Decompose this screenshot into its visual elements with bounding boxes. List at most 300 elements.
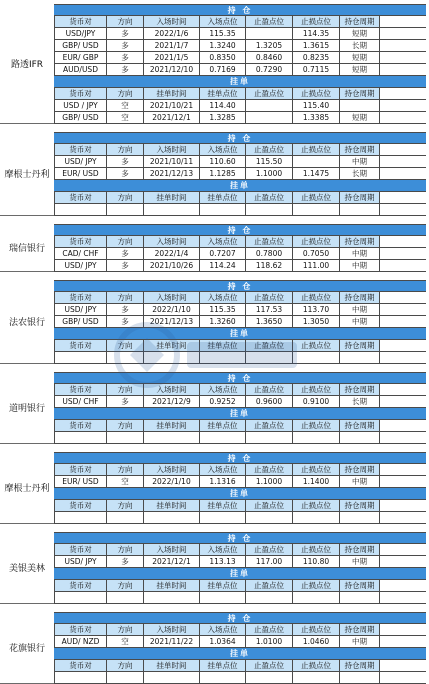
cell-currency-pair [54, 672, 106, 683]
header-entry-level: 入场点位 [199, 16, 245, 27]
cell-direction: 多 [106, 316, 143, 327]
header-direction: 方向 [106, 420, 143, 431]
cell-currency-pair: USD/ JPY [54, 156, 106, 167]
header-direction: 方向 [106, 580, 143, 591]
cell-direction [106, 204, 143, 215]
header-stop-loss: 止损点位 [292, 660, 339, 671]
header-direction: 方向 [106, 88, 143, 99]
cell-take-profit: 0.8460 [245, 52, 292, 63]
cell-entry-level: 1.3285 [199, 112, 245, 123]
cell-time [143, 352, 199, 363]
cell-holding-period: 短期 [339, 52, 380, 63]
institution-section [0, 532, 429, 604]
cell-direction: 多 [106, 396, 143, 407]
section-grid [54, 452, 426, 524]
cell-direction: 多 [106, 556, 143, 567]
cell-stop-loss: 1.0460 [292, 636, 339, 647]
header-take-profit: 止盈点位 [245, 192, 292, 203]
cell-stop-loss: 111.00 [292, 260, 339, 271]
open-position-row [54, 304, 426, 316]
header-take-profit: 止盈点位 [245, 292, 292, 303]
pending-orders-band [54, 568, 426, 580]
section-grid [54, 4, 426, 124]
cell-stop-loss [292, 352, 339, 363]
cell-holding-period [339, 592, 380, 603]
section-grid [54, 612, 426, 684]
header-time: 挂单时间 [143, 580, 199, 591]
cell-currency-pair [54, 432, 106, 443]
open-position-row [54, 636, 426, 648]
cell-time: 2021/10/26 [143, 260, 199, 271]
cell-entry-level [199, 352, 245, 363]
header-time: 入场时间 [143, 624, 199, 635]
cell-stop-loss: 0.7050 [292, 248, 339, 259]
cell-time: 2021/1/5 [143, 52, 199, 63]
cell-take-profit [245, 672, 292, 683]
header-currency-pair: 货币对 [54, 192, 106, 203]
cell-stop-loss [292, 156, 339, 167]
header-currency-pair: 货币对 [54, 292, 106, 303]
header-direction: 方向 [106, 624, 143, 635]
pending-orders-band-label: 挂单 [230, 329, 250, 338]
cell-currency-pair [54, 204, 106, 215]
institution-name: 摩根士丹利 [0, 452, 54, 524]
header-entry-level: 入场点位 [199, 624, 245, 635]
cell-holding-period [339, 352, 380, 363]
pending-header-row [54, 192, 426, 204]
cell-holding-period: 短期 [339, 112, 380, 123]
cell-time: 2021/12/9 [143, 396, 199, 407]
header-direction: 方向 [106, 384, 143, 395]
header-holding-period: 持仓周期 [339, 624, 380, 635]
cell-holding-period [339, 100, 380, 111]
header-holding-period: 持仓周期 [339, 420, 380, 431]
pending-header-row [54, 500, 426, 512]
pending-header-row [54, 580, 426, 592]
cell-take-profit: 117.53 [245, 304, 292, 315]
cell-direction: 空 [106, 476, 143, 487]
header-entry-level: 挂单点位 [199, 192, 245, 203]
cell-time [143, 432, 199, 443]
cell-holding-period: 短期 [339, 64, 380, 75]
open-position-row [54, 248, 426, 260]
cell-entry-level: 0.9252 [199, 396, 245, 407]
open-position-row [54, 52, 426, 64]
header-entry-level: 挂单点位 [199, 340, 245, 351]
institution-name: 路透IFR [0, 4, 54, 124]
open-positions-band [54, 280, 426, 292]
cell-holding-period: 中期 [339, 248, 380, 259]
header-currency-pair: 货币对 [54, 624, 106, 635]
cell-direction [106, 432, 143, 443]
cell-take-profit [245, 432, 292, 443]
header-time: 入场时间 [143, 544, 199, 555]
cell-stop-loss: 115.40 [292, 100, 339, 111]
cell-currency-pair: EUR/ USD [54, 168, 106, 179]
cell-currency-pair: EUR/ GBP [54, 52, 106, 63]
cell-stop-loss: 0.8235 [292, 52, 339, 63]
header-direction: 方向 [106, 236, 143, 247]
header-take-profit: 止盈点位 [245, 500, 292, 511]
header-entry-level: 挂单点位 [199, 580, 245, 591]
pending-orders-band [54, 488, 426, 500]
institution-section [0, 612, 429, 684]
open-positions-band-label: 持 仓 [227, 5, 253, 15]
cell-direction: 空 [106, 112, 143, 123]
cell-holding-period: 中期 [339, 636, 380, 647]
pending-order-row [54, 512, 426, 524]
cell-direction: 多 [106, 156, 143, 167]
cell-holding-period: 中期 [339, 556, 380, 567]
cell-take-profit [245, 352, 292, 363]
header-currency-pair: 货币对 [54, 340, 106, 351]
cell-currency-pair: GBP/ USD [54, 112, 106, 123]
cell-stop-loss [292, 592, 339, 603]
cell-stop-loss: 114.35 [292, 28, 339, 39]
institution-section [0, 452, 429, 524]
pending-orders-band [54, 76, 426, 88]
cell-entry-level: 1.1316 [199, 476, 245, 487]
open-position-row [54, 28, 426, 40]
header-entry-level: 挂单点位 [199, 500, 245, 511]
cell-direction: 多 [106, 248, 143, 259]
header-time: 入场时间 [143, 292, 199, 303]
cell-entry-level: 1.1285 [199, 168, 245, 179]
cell-stop-loss: 0.7115 [292, 64, 339, 75]
header-direction: 方向 [106, 292, 143, 303]
cell-time [143, 672, 199, 683]
open-position-row [54, 396, 426, 408]
header-entry-level: 挂单点位 [199, 660, 245, 671]
header-take-profit: 止盈点位 [245, 420, 292, 431]
cell-holding-period: 长期 [339, 168, 380, 179]
open-positions-band-label: 持 仓 [227, 373, 253, 383]
header-currency-pair: 货币对 [54, 500, 106, 511]
open-header-row [54, 464, 426, 476]
open-position-row [54, 316, 426, 328]
header-time: 入场时间 [143, 236, 199, 247]
cell-take-profit: 1.3650 [245, 316, 292, 327]
cell-currency-pair: AUD/ NZD [54, 636, 106, 647]
cell-currency-pair: GBP/ USD [54, 316, 106, 327]
pending-header-row [54, 88, 426, 100]
cell-entry-level: 114.24 [199, 260, 245, 271]
institution-name: 美银美林 [0, 532, 54, 604]
cell-time: 2021/1/7 [143, 40, 199, 51]
institution-name: 瑞信银行 [0, 224, 54, 272]
header-direction: 方向 [106, 660, 143, 671]
section-grid [54, 280, 426, 364]
header-holding-period: 持仓周期 [339, 544, 380, 555]
open-header-row [54, 384, 426, 396]
cell-stop-loss [292, 204, 339, 215]
cell-holding-period: 长期 [339, 396, 380, 407]
cell-take-profit [245, 512, 292, 523]
section-grid [54, 532, 426, 604]
header-currency-pair: 货币对 [54, 236, 106, 247]
header-take-profit: 止盈点位 [245, 580, 292, 591]
pending-orders-band [54, 408, 426, 420]
open-header-row [54, 236, 426, 248]
header-stop-loss: 止损点位 [292, 192, 339, 203]
header-entry-level: 入场点位 [199, 384, 245, 395]
cell-stop-loss: 0.9100 [292, 396, 339, 407]
header-take-profit: 止盈点位 [245, 624, 292, 635]
header-stop-loss: 止损点位 [292, 292, 339, 303]
cell-holding-period: 长期 [339, 40, 380, 51]
cell-take-profit: 1.1000 [245, 168, 292, 179]
cell-currency-pair: AUD/USD [54, 64, 106, 75]
cell-holding-period: 中期 [339, 476, 380, 487]
institution-name: 花旗银行 [0, 612, 54, 684]
open-positions-band [54, 4, 426, 16]
pending-order-row [54, 100, 426, 112]
open-positions-band-label: 持 仓 [227, 225, 253, 235]
cell-holding-period: 短期 [339, 28, 380, 39]
cell-direction: 空 [106, 100, 143, 111]
cell-holding-period: 中期 [339, 304, 380, 315]
cell-time: 2022/1/10 [143, 476, 199, 487]
cell-direction [106, 592, 143, 603]
pending-order-row [54, 352, 426, 364]
header-entry-level: 入场点位 [199, 236, 245, 247]
cell-take-profit [245, 204, 292, 215]
cell-currency-pair [54, 512, 106, 523]
cell-entry-level [199, 432, 245, 443]
header-stop-loss: 止损点位 [292, 16, 339, 27]
header-take-profit: 止盈点位 [245, 464, 292, 475]
open-position-row [54, 556, 426, 568]
cell-holding-period: 中期 [339, 260, 380, 271]
pending-order-row [54, 432, 426, 444]
header-take-profit: 止盈点位 [245, 88, 292, 99]
cell-take-profit [245, 112, 292, 123]
header-holding-period: 持仓周期 [339, 236, 380, 247]
header-stop-loss: 止损点位 [292, 500, 339, 511]
open-header-row [54, 16, 426, 28]
cell-time [143, 512, 199, 523]
cell-stop-loss: 113.70 [292, 304, 339, 315]
institution-name: 道明银行 [0, 372, 54, 444]
cell-time: 2022/1/10 [143, 304, 199, 315]
header-holding-period: 持仓周期 [339, 500, 380, 511]
header-time: 挂单时间 [143, 88, 199, 99]
open-positions-band-label: 持 仓 [227, 133, 253, 143]
cell-take-profit: 0.7800 [245, 248, 292, 259]
open-position-row [54, 64, 426, 76]
header-holding-period: 持仓周期 [339, 660, 380, 671]
pending-orders-band-label: 挂单 [230, 409, 250, 418]
header-direction: 方向 [106, 544, 143, 555]
open-positions-band-label: 持 仓 [227, 453, 253, 463]
cell-entry-level: 0.7169 [199, 64, 245, 75]
header-entry-level: 入场点位 [199, 464, 245, 475]
open-position-row [54, 40, 426, 52]
cell-entry-level: 113.13 [199, 556, 245, 567]
cell-currency-pair: USD/ JPY [54, 556, 106, 567]
pending-order-row [54, 204, 426, 216]
cell-time: 2021/11/22 [143, 636, 199, 647]
header-currency-pair: 货币对 [54, 580, 106, 591]
cell-direction [106, 352, 143, 363]
header-holding-period: 持仓周期 [339, 384, 380, 395]
cell-take-profit: 115.50 [245, 156, 292, 167]
header-entry-level: 挂单点位 [199, 420, 245, 431]
pending-header-row [54, 420, 426, 432]
header-time: 挂单时间 [143, 340, 199, 351]
institution-section [0, 224, 429, 272]
header-direction: 方向 [106, 500, 143, 511]
pending-order-row [54, 112, 426, 124]
header-currency-pair: 货币对 [54, 88, 106, 99]
header-take-profit: 止盈点位 [245, 340, 292, 351]
cell-time: 2021/12/10 [143, 64, 199, 75]
header-take-profit: 止盈点位 [245, 660, 292, 671]
open-positions-band [54, 132, 426, 144]
cell-entry-level [199, 592, 245, 603]
cell-holding-period [339, 512, 380, 523]
header-stop-loss: 止损点位 [292, 464, 339, 475]
header-entry-level: 入场点位 [199, 144, 245, 155]
cell-take-profit: 117.00 [245, 556, 292, 567]
cell-time: 2021/12/1 [143, 556, 199, 567]
header-direction: 方向 [106, 340, 143, 351]
institution-name: 摩根士丹利 [0, 132, 54, 216]
cell-stop-loss: 1.3385 [292, 112, 339, 123]
cell-currency-pair: USD/ CHF [54, 396, 106, 407]
pending-header-row [54, 340, 426, 352]
header-holding-period: 持仓周期 [339, 16, 380, 27]
open-positions-band [54, 224, 426, 236]
header-time: 入场时间 [143, 384, 199, 395]
header-direction: 方向 [106, 192, 143, 203]
cell-time: 2022/1/6 [143, 28, 199, 39]
cell-currency-pair: USD / JPY [54, 100, 106, 111]
cell-take-profit: 1.3205 [245, 40, 292, 51]
header-stop-loss: 止损点位 [292, 544, 339, 555]
cell-time: 2022/1/4 [143, 248, 199, 259]
pending-orders-band-label: 挂单 [230, 569, 250, 578]
cell-currency-pair: EUR/ USD [54, 476, 106, 487]
header-stop-loss: 止损点位 [292, 236, 339, 247]
section-grid [54, 132, 426, 216]
cell-time: 2021/12/1 [143, 112, 199, 123]
header-stop-loss: 止损点位 [292, 88, 339, 99]
cell-entry-level: 0.8350 [199, 52, 245, 63]
cell-entry-level: 115.35 [199, 304, 245, 315]
pending-orders-band-label: 挂单 [230, 489, 250, 498]
open-positions-band [54, 372, 426, 384]
cell-direction: 多 [106, 304, 143, 315]
cell-holding-period [339, 204, 380, 215]
cell-direction: 多 [106, 28, 143, 39]
header-take-profit: 止盈点位 [245, 236, 292, 247]
cell-stop-loss [292, 512, 339, 523]
cell-entry-level: 1.3240 [199, 40, 245, 51]
cell-time: 2021/12/13 [143, 316, 199, 327]
cell-time: 2021/12/13 [143, 168, 199, 179]
header-holding-period: 持仓周期 [339, 464, 380, 475]
header-entry-level: 挂单点位 [199, 88, 245, 99]
cell-entry-level: 1.0364 [199, 636, 245, 647]
pending-header-row [54, 660, 426, 672]
pending-orders-band [54, 648, 426, 660]
header-entry-level: 入场点位 [199, 292, 245, 303]
pending-orders-band-label: 挂单 [230, 649, 250, 658]
cell-take-profit: 1.1000 [245, 476, 292, 487]
cell-stop-loss: 1.3615 [292, 40, 339, 51]
header-currency-pair: 货币对 [54, 464, 106, 475]
cell-direction [106, 672, 143, 683]
institution-section [0, 4, 429, 124]
header-stop-loss: 止损点位 [292, 624, 339, 635]
cell-time: 2021/10/21 [143, 100, 199, 111]
open-position-row [54, 168, 426, 180]
cell-take-profit [245, 592, 292, 603]
header-direction: 方向 [106, 144, 143, 155]
cell-currency-pair [54, 592, 106, 603]
header-take-profit: 止盈点位 [245, 144, 292, 155]
header-holding-period: 持仓周期 [339, 340, 380, 351]
cell-entry-level: 0.7207 [199, 248, 245, 259]
cell-direction: 多 [106, 40, 143, 51]
header-holding-period: 持仓周期 [339, 580, 380, 591]
cell-take-profit: 118.62 [245, 260, 292, 271]
header-currency-pair: 货币对 [54, 660, 106, 671]
cell-currency-pair: USD/JPY [54, 28, 106, 39]
open-positions-band [54, 532, 426, 544]
cell-direction: 多 [106, 260, 143, 271]
header-stop-loss: 止损点位 [292, 420, 339, 431]
cell-stop-loss [292, 432, 339, 443]
cell-direction: 多 [106, 52, 143, 63]
section-grid [54, 224, 426, 272]
cell-direction: 空 [106, 636, 143, 647]
header-time: 入场时间 [143, 144, 199, 155]
header-time: 挂单时间 [143, 420, 199, 431]
cell-entry-level: 1.3260 [199, 316, 245, 327]
open-position-row [54, 260, 426, 272]
pending-orders-band [54, 328, 426, 340]
cell-currency-pair: USD/ JPY [54, 260, 106, 271]
open-position-row [54, 156, 426, 168]
cell-holding-period: 中期 [339, 316, 380, 327]
cell-currency-pair: CAD/ CHF [54, 248, 106, 259]
pending-orders-band-label: 挂单 [230, 181, 250, 190]
header-currency-pair: 货币对 [54, 544, 106, 555]
header-time: 入场时间 [143, 16, 199, 27]
cell-entry-level [199, 512, 245, 523]
cell-currency-pair: GBP/ USD [54, 40, 106, 51]
cell-holding-period: 中期 [339, 156, 380, 167]
section-grid [54, 372, 426, 444]
cell-holding-period [339, 672, 380, 683]
header-take-profit: 止盈点位 [245, 16, 292, 27]
header-currency-pair: 货币对 [54, 384, 106, 395]
cell-time [143, 204, 199, 215]
header-take-profit: 止盈点位 [245, 544, 292, 555]
header-stop-loss: 止损点位 [292, 580, 339, 591]
cell-take-profit [245, 100, 292, 111]
header-time: 入场时间 [143, 464, 199, 475]
header-time: 挂单时间 [143, 192, 199, 203]
pending-order-row [54, 672, 426, 684]
header-holding-period: 持仓周期 [339, 292, 380, 303]
header-time: 挂单时间 [143, 500, 199, 511]
cell-direction: 多 [106, 168, 143, 179]
header-currency-pair: 货币对 [54, 16, 106, 27]
pending-order-row [54, 592, 426, 604]
